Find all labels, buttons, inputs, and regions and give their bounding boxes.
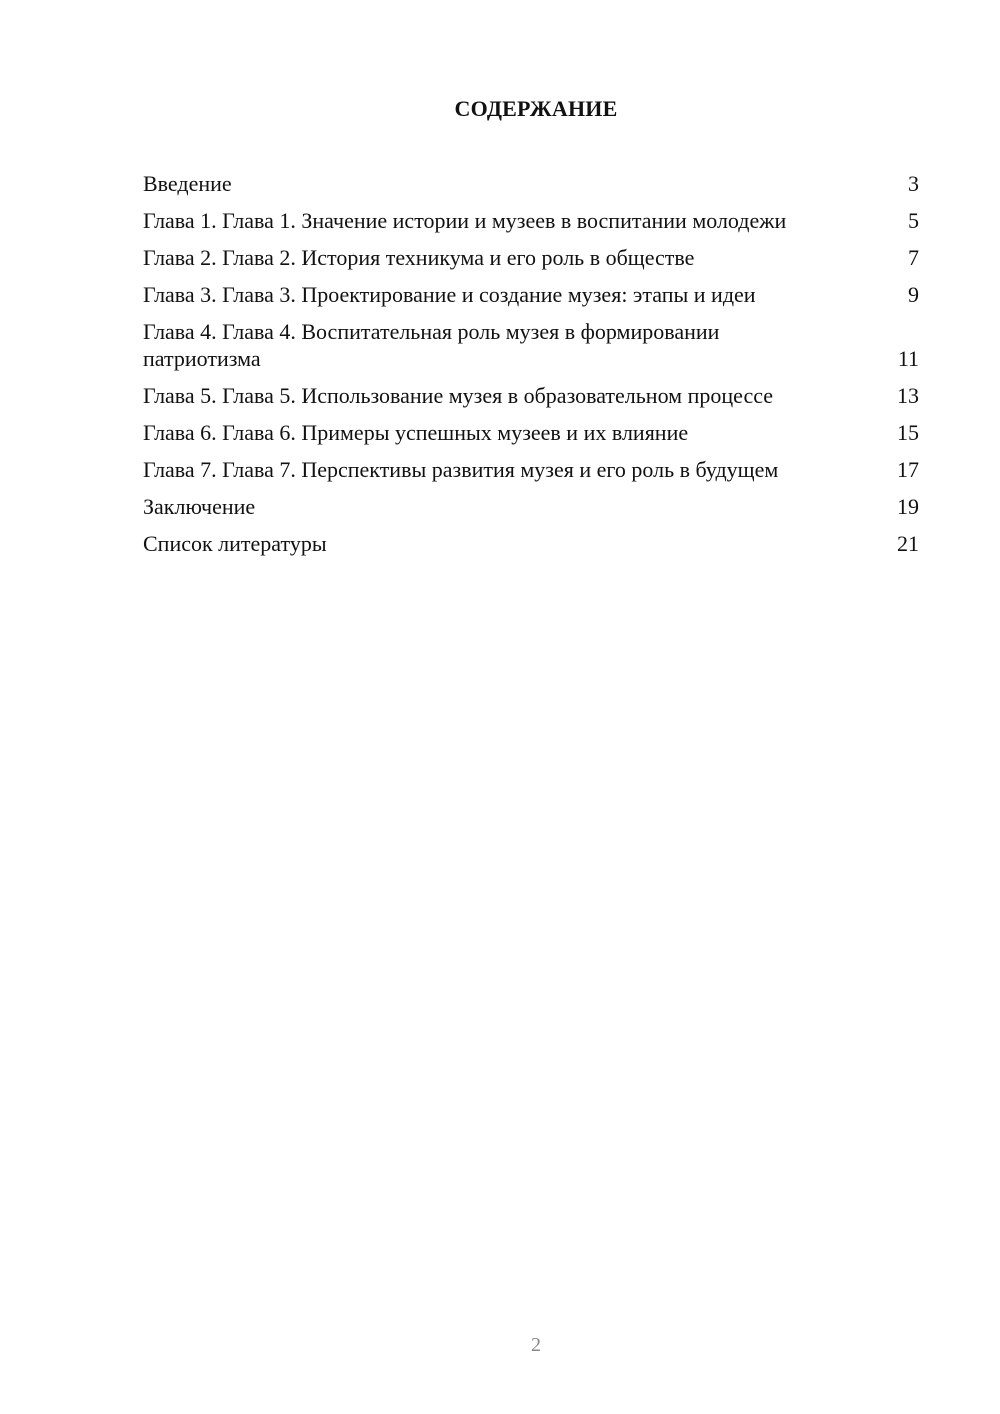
- toc-entry-page: 3: [908, 171, 919, 196]
- toc-entry-chapter-4: [143, 318, 919, 372]
- toc-entry-page: 21: [897, 531, 919, 556]
- toc-entry-page: 5: [908, 208, 919, 233]
- toc-entry-text: Введение: [143, 171, 232, 196]
- toc-entry-chapter-1: [143, 207, 919, 234]
- toc-entry-text: Глава 1. Глава 1. Значение истории и музеев в воспитании молодежи: [143, 208, 787, 233]
- table-of-contents: [143, 170, 919, 567]
- toc-entry-page: 7: [908, 245, 919, 270]
- toc-heading: СОДЕРЖАНИЕ: [454, 96, 618, 121]
- toc-entry-chapter-5: [143, 382, 919, 409]
- toc-entry-text: Глава 4. Глава 4. Воспитательная роль музея в формировании патриотизма: [143, 319, 720, 371]
- toc-entry-page: 19: [897, 494, 919, 519]
- toc-entry-chapter-6: [143, 419, 919, 446]
- toc-entry-chapter-2: [143, 244, 919, 271]
- toc-entry-chapter-3: [143, 281, 919, 308]
- toc-entry-page: 9: [908, 282, 919, 307]
- page-number: 2: [531, 1334, 541, 1356]
- toc-entry-page: 13: [897, 383, 919, 408]
- toc-entry-text: Глава 3. Глава 3. Проектирование и создание музея: этапы и идеи: [143, 282, 756, 307]
- toc-entry-introduction: [143, 170, 919, 197]
- toc-entry-references: [143, 530, 919, 557]
- toc-entry-text: Заключение: [143, 494, 256, 519]
- toc-entry-text: Список литературы: [143, 531, 327, 556]
- toc-entry-chapter-7: [143, 456, 919, 483]
- toc-entry-page: 17: [897, 457, 919, 482]
- toc-entry-page: 15: [897, 420, 919, 445]
- toc-entry-text: Глава 7. Глава 7. Перспективы развития музея и его роль в будущем: [143, 457, 779, 482]
- toc-entry-text: Глава 5. Глава 5. Использование музея в образовательном процессе: [143, 383, 774, 408]
- toc-entry-text: Глава 2. Глава 2. История техникума и его роль в обществе: [143, 245, 695, 270]
- toc-entry-page: 11: [897, 346, 919, 371]
- toc-entry-text: Глава 6. Глава 6. Примеры успешных музеев и их влияние: [143, 420, 689, 445]
- toc-entry-conclusion: [143, 493, 919, 520]
